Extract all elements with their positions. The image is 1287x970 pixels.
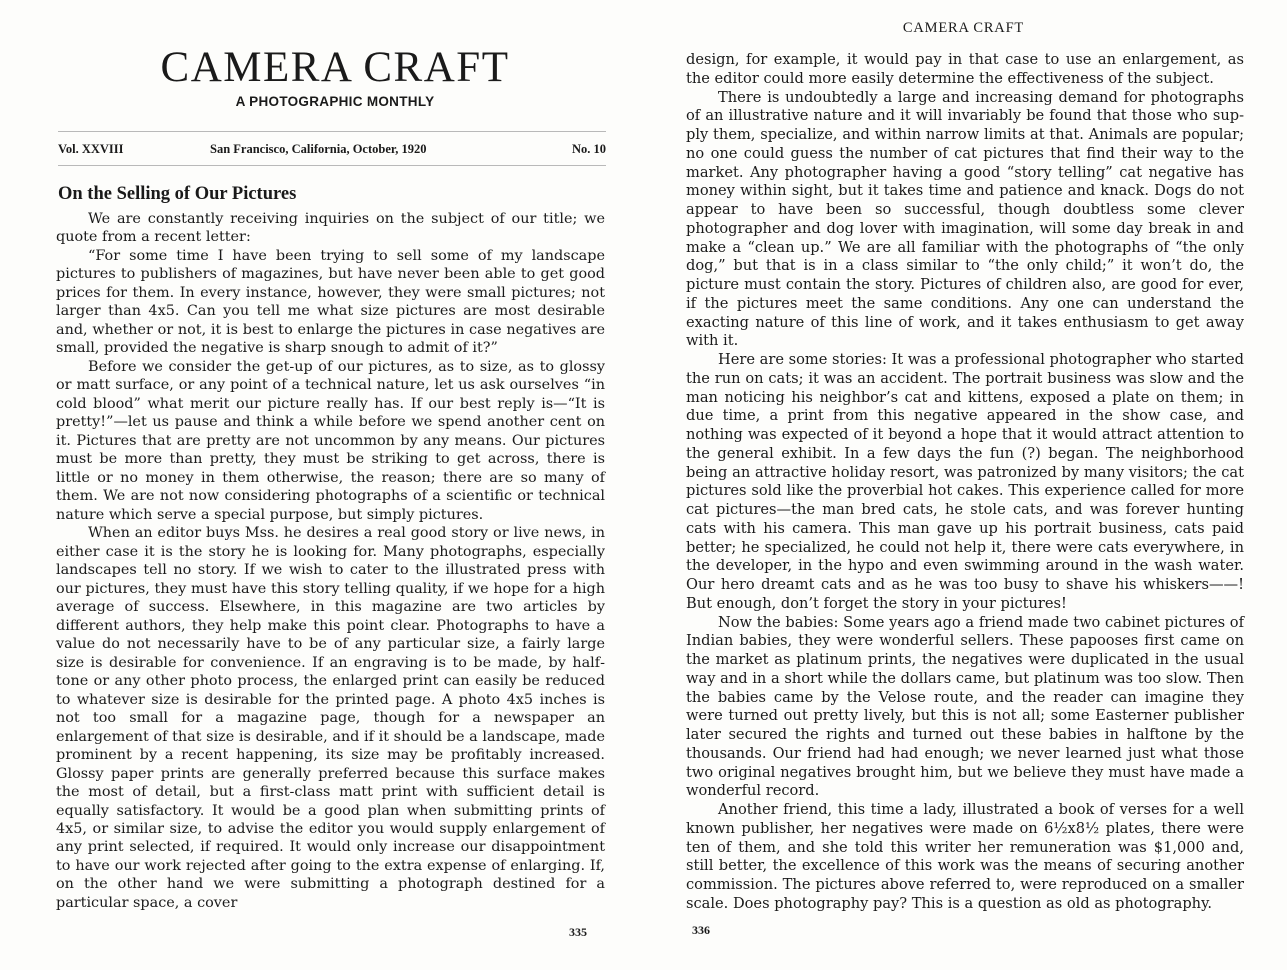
masthead-title: CAMERA CRAFT — [160, 44, 510, 91]
article-title: On the Selling of Our Pictures — [58, 184, 297, 204]
left-page — [0, 0, 640, 970]
masthead-rule-top — [58, 131, 606, 132]
paragraph: Another friend, this time a lady, illustrated a book of verses for a well known publisher, her negatives were made on 6½x8½ plates, there were ten of them, and she told this writer her remuneration was $1,000 and, still better, the excellence of this work was the means of securing another commission. The pictures above referred to, were reproduced on a smaller scale. Does photography pay? This is a question as old as photography. — [686, 801, 1244, 912]
volume-label: Vol. XXVIII — [58, 142, 124, 156]
page-number: 336 — [692, 923, 710, 937]
page-number: 335 — [569, 925, 587, 939]
running-head: CAMERA CRAFT — [902, 20, 1025, 36]
masthead-rule-bottom — [58, 165, 606, 166]
masthead-subtitle: A PHOTOGRAPHIC MONTHLY — [235, 94, 435, 109]
issue-number: No. 10 — [571, 142, 606, 156]
paragraph-quote: “For some time I have been trying to sell some of my landscape pictures to publishers of magazines, but have never been able to get good prices for them. In every instance, however, they were small pictures; not larger than 4x5. Can you tell me what size pictures are most desirable and, whether or not, it is best to enlarge the pictures in case negatives are small, provided the negative is sharp snough to admit of it?” — [56, 247, 605, 357]
right-text-column — [686, 51, 1244, 914]
paragraph: Before we consider the get-up of our pictures, as to size, as to glossy or matt surface, or any point of a technical nature, let us ask ourselves “in cold blood” what merit our picture really has. If our best reply is—“It is pretty!”—let us pause and think a while before we spend another cent on it. Pictures that are pretty are not uncommon by any means. Our pictures must be more than pretty, they must be striking to get across, there is little or no money in them otherwise, the reason; there are so many of them. We are not now considering photographs of a scientific or technical nature which serve a special purpose, but simply pictures. — [56, 358, 605, 523]
place-date: San Francisco, California, October, 1920 — [210, 142, 427, 156]
paragraph: We are constantly receiving inquiries on the subject of our title; we quote from a recent letter: — [56, 211, 605, 246]
paragraph-continued: design, for example, it would pay in that case to use an enlargement, as the editor could more easily determine the effectiveness of the subject. — [686, 51, 1244, 87]
paragraph: Here are some stories: It was a professional photographer who started the run on cats; it was an accident. The portrait business was slow and the man noticing his neighbor’s cat and kittens, exposed a plate on them; in due time, a print from this negative appeared in the show case, and nothing was expected of it beyond a hope that it would attract attention to the general exhibit. In a few days the fun (?) began. The neighborhood being an attractive holiday resort, was patronized by many visitors; the cat pictures sold like the proverbial hot cakes. This experience called for more cat pictures—the man bred cats, he stole cats, and was forever hunting cats with his camera. This man gave up his portrait business, cats paid better; he specialized, he could not help it, there were cats everywhere, in the developer, in the hypo and even swimming around in the wash water. Our hero dreamt cats and as he was too busy to shave his whiskers——! But enough, don’t forget the story in your pictures! — [686, 351, 1244, 612]
left-text-column — [56, 210, 605, 912]
paragraph: There is undoubtedly a large and increasing demand for photographs of an illustrative nature and it will invariably be found that those who supply them, specialize, and within narrow limits at that. Animals are popular; no one could guess the number of cat pictures that find their way to the market. Any photographer having a good “story telling” cat negative has money within sight, but it takes time and patience and knack. Dogs do not appear to have been so successful, though doubtless some clever photographer and dog lover with imagination, will some day break in and make a “clean up.” We are all familiar with the photographs of “the only dog,” but that is in a class similar to “the only child;” it won’t do, the picture must contain the story. Pictures of children also, are good for ever, if the pictures meet the same conditions. Any one can understand the exacting nature of this line of work, and it takes enthusiasm to get away with it. — [686, 88, 1244, 350]
paragraph: Now the babies: Some years ago a friend made two cabinet pictures of Indian babies, they were wonderful sellers. These papooses first came on the market as platinum prints, the negatives were duplicated in the usual way and in a short while the dollars came, but platinum was too slow. Then the babies came by the Velose route, and the reader can imagine they were turned out pretty lively, but this is not all; some Easterner publisher later secured the rights and turned out these babies in halftone by the thousands. Our friend had had enough; we never learned just what those two original negatives brought him, but we believe they must have made a wonderful record. — [686, 613, 1244, 800]
paragraph: When an editor buys Mss. he desires a real good story or live news, in either case it is the story he is looking for. Many photographs, especially landscapes tell no story. If we wish to cater to the illustrated press with our pictures, they must have this story telling quality, if we hope for a high average of success. Elsewhere, in this magazine are two articles by different authors, they help make this point clear. Photographs to have a value do not necessarily have to be of any particular size, a fairly large size is desirable for convenience. If an engraving is to be made, by halftone or any other photo process, the enlarged print can easily be reduced to whatever size is desirable for the printed page. A photo 4x5 inches is not too small for a magazine page, though for a newspaper an enlargement of that size is desirable, and if it should be a landscape, made prominent by a recent happening, its size may be profitably increased. Glossy paper prints are generally preferred because this surface makes the most of detail, but a first-class matt print with sufficient detail is equally satisfactory. It would be a good plan when submitting prints of 4x5, or similar size, to advise the editor you would supply enlargement of any print selected, if required. It would only increase our disappointment to have our work rejected after going to the extra expense of enlarging. If, on the other hand we were submitting a photograph destined for a particular space, a cover — [56, 525, 605, 911]
right-page — [640, 0, 1287, 970]
